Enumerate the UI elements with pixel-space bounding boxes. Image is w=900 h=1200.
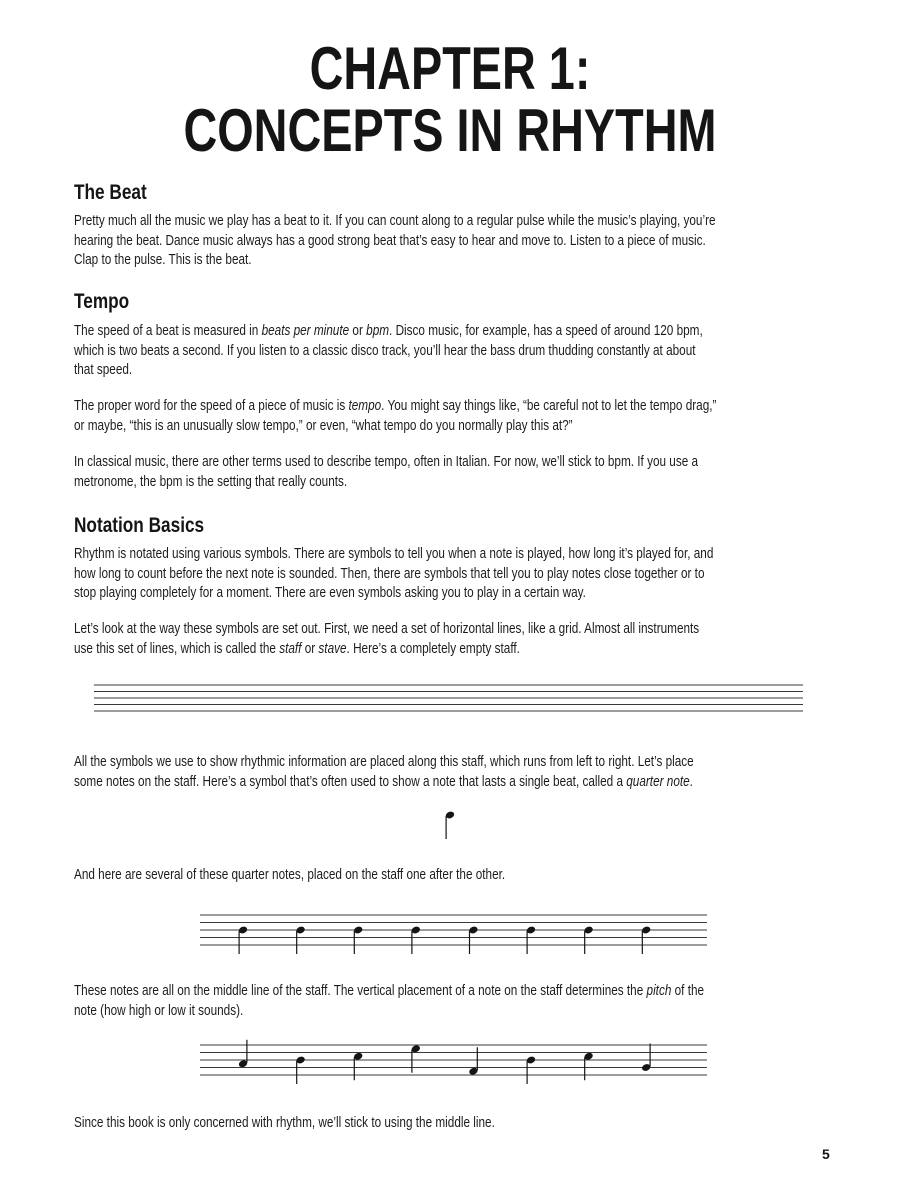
text-line: The speed of a beat is measured in beats per minute or bpm. Disco music, for example, has a speed of around 120 bpm, bbox=[74, 323, 703, 339]
staff-with-varied-pitches bbox=[200, 1040, 707, 1084]
text-line: that speed. bbox=[74, 362, 133, 378]
text-line: Rhythm is notated using various symbols. There are symbols to tell you when a note is played, how long it’s played for, and bbox=[74, 546, 714, 562]
page-number: 5 bbox=[822, 1146, 830, 1162]
text-line: Pretty much all the music we play has a beat to it. If you can count along to a regular pulse while the music’s playing, you’re bbox=[74, 213, 716, 229]
section-heading-the-beat: The Beat bbox=[74, 181, 147, 204]
text-line: stop playing completely for a moment. There are even symbols asking you to play in a certain way. bbox=[74, 585, 586, 601]
section-heading-notation-basics: Notation Basics bbox=[74, 514, 205, 537]
text-line: some notes on the staff. Here’s a symbol that’s often used to show a note that lasts a single beat, called a quarter note. bbox=[74, 773, 693, 790]
chapter-title-line-2: CONCEPTS IN RHYTHM bbox=[183, 97, 717, 164]
text-line: note (how high or low it sounds). bbox=[74, 1002, 244, 1019]
single-quarter-note bbox=[445, 810, 455, 839]
text-line: metronome, the bpm is the setting that really counts. bbox=[74, 473, 348, 490]
text-line: use this set of lines, which is called the staff or stave. Here’s a completely empty staff. bbox=[74, 640, 520, 657]
text-line: Clap to the pulse. This is the beat. bbox=[74, 252, 252, 268]
text-line: which is two beats a second. If you listen to a classic disco track, you’ll hear the bass drum thudding constantly at about bbox=[74, 342, 696, 359]
text-line: Since this book is only concerned with rhythm, we’ll stick to using the middle line. bbox=[74, 1115, 495, 1131]
text-line: how long to count before the next note is sounded. Then, there are symbols that tell you to play notes close together or to bbox=[74, 565, 705, 582]
text-line: or maybe, “this is an unusually slow tempo,” or even, “what tempo do you normally play this at?” bbox=[74, 417, 573, 434]
text-line: Let’s look at the way these symbols are set out. First, we need a set of horizontal lines, like a grid. Almost all instruments bbox=[74, 621, 700, 637]
text-line: All the symbols we use to show rhythmic information are placed along this staff, which runs from left to right. Let’s place bbox=[74, 754, 694, 770]
text-line: And here are several of these quarter notes, placed on the staff one after the other. bbox=[74, 867, 506, 883]
chapter-title-line-1: CHAPTER 1: bbox=[309, 35, 591, 102]
text-line: These notes are all on the middle line of the staff. The vertical placement of a note on the staff determines the pitch of the bbox=[74, 983, 705, 999]
section-heading-tempo: Tempo bbox=[74, 290, 130, 313]
text-line: In classical music, there are other terms used to describe tempo, often in Italian. For now, we’ll stick to bpm. If you use a bbox=[74, 454, 699, 470]
text-line: The proper word for the speed of a piece of music is tempo. You might say things like, “be careful not to let the tempo drag,” bbox=[74, 398, 717, 414]
text-line: hearing the beat. Dance music always has a good strong beat that’s easy to hear and move to. Listen to a piece of music. bbox=[74, 232, 706, 249]
empty-staff bbox=[94, 685, 803, 711]
staff-with-quarter-notes bbox=[200, 915, 707, 954]
